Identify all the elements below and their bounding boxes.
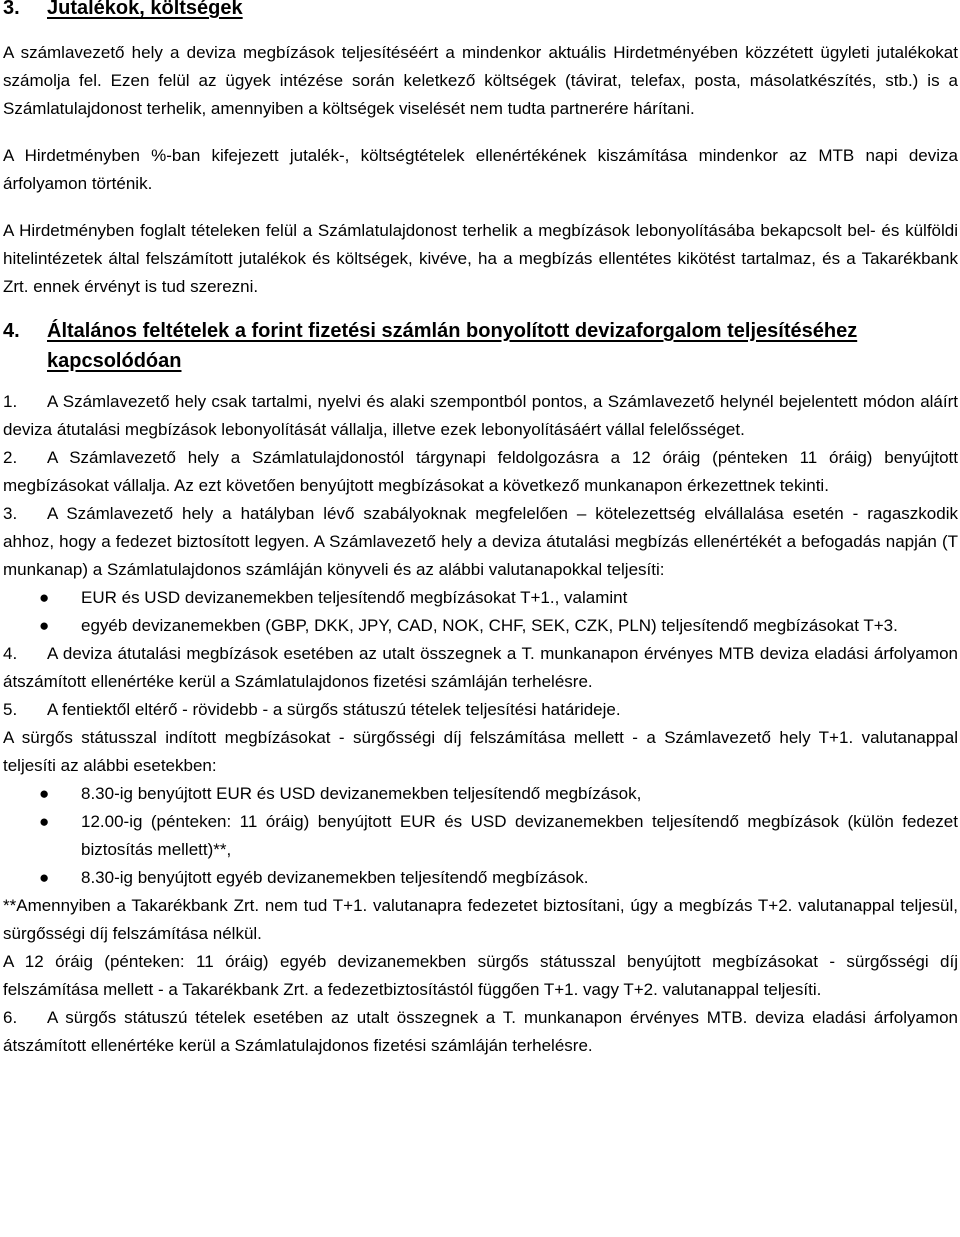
section-4-title: Általános feltételek a forint fizetési számlán bonyolított devizaforgalom teljesítéséhez kapcsolódóan xyxy=(47,320,858,372)
section-4-item-6 xyxy=(3,1004,958,1060)
item-1-text: A Számlavezető hely csak tartalmi, nyelvi és alaki szempontból pontos, a Számlavezető helynél bejelentett módon aláírt deviza átutalási megbízások lebonyolítását vállalja, illetve ezek lebonyolításáért vállal felelősséget. xyxy=(3,392,958,439)
bullet-text: 12.00-ig (pénteken: 11 óráig) benyújtott EUR és USD devizanemekben teljesítendő megbízások (külön fedezet biztosítás mellett)**, xyxy=(81,812,958,859)
section-4-number: 4. xyxy=(3,320,20,342)
item-5-number: 5. xyxy=(3,700,18,719)
list-item xyxy=(3,808,958,864)
bullet-icon: ● xyxy=(39,784,50,803)
section-3-paragraph-2: A Hirdetményben %-ban kifejezett jutalék-, költségtételek ellenértékének kiszámítása mindenkor az MTB napi deviza árfolyamon történik. xyxy=(3,146,958,193)
section-3-title: Jutalékok, költségek xyxy=(47,0,243,19)
list-item xyxy=(3,864,958,892)
bullet-text: EUR és USD devizanemekben teljesítendő megbízásokat T+1., valamint xyxy=(81,588,628,607)
section-4-heading xyxy=(3,316,958,376)
item-3-text: A Számlavezető hely a hatályban lévő szabályoknak megfelelően – kötelezettség elvállalása esetén - ragaszkodik ahhoz, hogy a fedezet biztosított legyen. A Számlavezető hely a deviza átutalási megbízás ellenértékét a befogadás napján (T munkanap) a Számlatulajdonos számláján könyveli és az alábbi valutanapokkal teljesíti: xyxy=(3,504,958,579)
section-4-item-5 xyxy=(3,696,958,724)
list-item xyxy=(3,612,958,640)
list-item xyxy=(3,584,958,612)
section-3-paragraph-1: A számlavezető hely a deviza megbízások teljesítéséért a mindenkor aktuális Hirdetményében közzétett ügyleti jutalékokat számolja fel. Ezen felül az ügyek intézése során keletkező költségek (távirat, telefax, posta, másolatkészítés, stb.) is a Számlatulajdonost terhelik, amennyiben a költségek viselését nem tudta partnerére hárítani. xyxy=(3,43,958,118)
section-4-item-2 xyxy=(3,444,958,500)
item-5-text: A fentiektől eltérő - rövidebb - a sürgős státuszú tételek teljesítési határideje. xyxy=(47,700,621,719)
item-3-number: 3. xyxy=(3,504,18,523)
list-item xyxy=(3,780,958,808)
item-6-number: 6. xyxy=(3,1008,18,1027)
item-3-bullets xyxy=(3,584,958,640)
item-2-number: 2. xyxy=(3,448,18,467)
section-4-item-3 xyxy=(3,500,958,584)
section-4-item-1 xyxy=(3,388,958,444)
bullet-icon: ● xyxy=(39,868,50,887)
item-6-text: A sürgős státuszú tételek esetében az utalt összegnek a T. munkanapon érvényes MTB. deviza eladási árfolyamon átszámított ellenértéke kerül a Számlatulajdonos fizetési számláján terhelésre. xyxy=(3,1008,958,1055)
item-5-note-1: **Amennyiben a Takarékbank Zrt. nem tud T+1. valutanapra fedezetet biztosítani, úgy a megbízás T+2. valutanappal teljesül, sürgősségi díj felszámítása nélkül. xyxy=(3,896,958,943)
item-2-text: A Számlavezető hely a Számlatulajdonostól tárgynapi feldolgozásra a 12 óráig (pénteken 11 óráig) benyújtott megbízásokat vállalja. Az ezt követően benyújtott megbízásokat a következő munkanapon érkezettnek tekinti. xyxy=(3,448,958,495)
section-3-paragraph-3: A Hirdetményben foglalt tételeken felül a Számlatulajdonost terhelik a megbízások lebonyolításába bekapcsolt bel- és külföldi hitelintézetek által felszámított jutalékok és költségek, kivéve, ha a megbízás ellentétes kikötést tartalmaz, és a Takarékbank Zrt. ennek érvényt is tud szerezni. xyxy=(3,221,958,296)
item-1-number: 1. xyxy=(3,392,18,411)
item-4-number: 4. xyxy=(3,644,18,663)
bullet-text: 8.30-ig benyújtott EUR és USD devizanemekben teljesítendő megbízások, xyxy=(81,784,642,803)
bullet-text: egyéb devizanemekben (GBP, DKK, JPY, CAD, NOK, CHF, SEK, CZK, PLN) teljesítendő megbízásokat T+3. xyxy=(81,616,898,635)
bullet-text: 8.30-ig benyújtott egyéb devizanemekben teljesítendő megbízások. xyxy=(81,868,589,887)
item-4-text: A deviza átutalási megbízások esetében az utalt összegnek a T. munkanapon érvényes MTB deviza eladási árfolyamon átszámított ellenértéke kerül a Számlatulajdonos fizetési számláján terhelésre. xyxy=(3,644,958,691)
section-3-number: 3. xyxy=(3,0,20,19)
item-5-after-text: A sürgős státusszal indított megbízásokat - sürgősségi díj felszámítása mellett - a Számlavezető hely T+1. valutanappal teljesíti az alábbi esetekben: xyxy=(3,728,958,775)
item-5-bullets xyxy=(3,780,958,892)
bullet-icon: ● xyxy=(39,812,50,831)
section-4-item-4 xyxy=(3,640,958,696)
section-3-heading xyxy=(3,0,958,22)
item-5-note-2: A 12 óráig (pénteken: 11 óráig) egyéb devizanemekben sürgős státusszal benyújtott megbízásokat - sürgősségi díj felszámítása mellett - a Takarékbank Zrt. a fedezetbiztosítástól függően T+1. vagy T+2. valutanappal teljesíti. xyxy=(3,952,958,999)
bullet-icon: ● xyxy=(39,616,50,635)
bullet-icon: ● xyxy=(39,588,50,607)
